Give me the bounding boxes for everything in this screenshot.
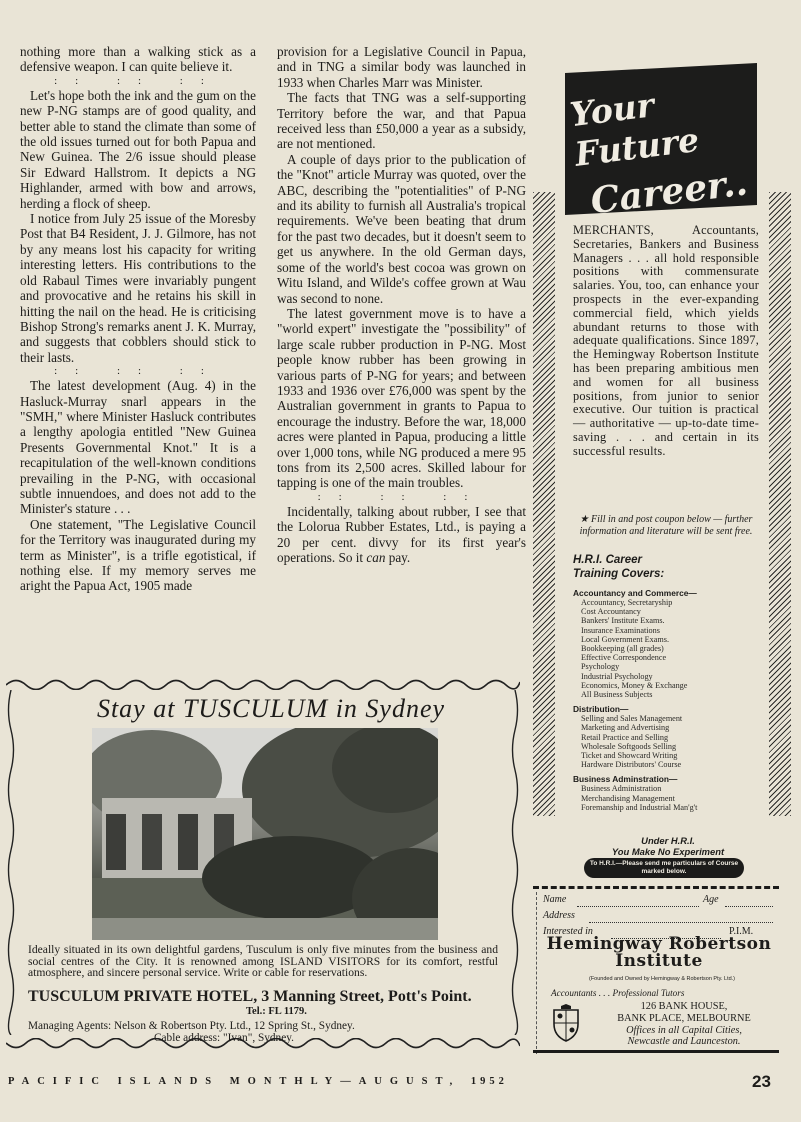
section-separator: :: :: ::	[317, 490, 486, 503]
banner-line: Your Future	[567, 85, 702, 174]
paragraph: The latest government move is to have a "world expert" investigate the "possibility" of large scale rubber production in P-NG. Most people know rubber has been growing in various parts of P-NG for years; and between 1933 and 1936 over £76,000 was spent by the Australian government in grants to Papua to encourage the industry. Before the war, 18,000 acres were planted in Papua, producing a little over 1,000 tons, while NG produced a mere 95 tons from its 2,500 acres. Skilled labour for tapping is one of the main troubles.	[277, 305, 526, 491]
course-item: Effective Correspondence	[581, 653, 667, 663]
name-field[interactable]	[577, 906, 699, 907]
institute-address	[591, 1001, 777, 1048]
course-list	[573, 583, 763, 812]
course-item: Accountancy, Secretaryship	[581, 598, 673, 607]
age-field[interactable]	[725, 906, 773, 907]
course-item: Economics, Money & Exchange	[581, 680, 688, 690]
hotel-telephone: Tel.: FL 1179.	[246, 1006, 307, 1017]
interested-field-label: Interested in	[543, 926, 593, 937]
emphasis-text: can	[366, 550, 386, 565]
name-field-label: Name	[543, 894, 567, 905]
section-separator: :: :: ::	[54, 74, 222, 87]
paragraph: Let's hope both the ink and the gum on the new P-NG stamps are of good quality, and better able to stand the climate than some of the old issues turned out for both Papua and New Guinea. The 2/6 issue should please Sir Edward Hallstrom. It depicts a NG Highlander, armed with bow and arrows, herding a flock of sheep.	[20, 87, 256, 211]
cable-address: Cable address: "Ivan", Sydney.	[154, 1032, 294, 1044]
address-field[interactable]	[589, 922, 773, 923]
heading-line: H.R.I. Career	[573, 554, 643, 566]
address-line: BANK PLACE, MELBOURNE	[617, 1012, 751, 1024]
coupon-instruction: ★ Fill in and post coupon below — further information and literature will be sent free.	[579, 514, 753, 537]
decorative-hatching-right	[769, 192, 791, 816]
institute-tagline: Accountants . . . Professional Tutors	[551, 988, 685, 998]
hotel-name: TUSCULUM PRIVATE HOTEL, 3 Manning Street, Pott's Point.	[28, 988, 472, 1005]
training-heading	[573, 554, 664, 581]
paragraph: I notice from July 25 issue of the Moresby Post that B4 Resident, J. J. Gilmore, has not by any means lost his capacity for writing interesting letters. His contributions to the old Rabaul Times were invariably pungent and provocative and he retains his skill in hitting the nail on the head. He is criticising Bishop Strong's remarks anent J. K. Murray, and suggests that cobblers should stick to their lasts.	[20, 211, 256, 365]
address-line: Offices in all Capital Cities,	[626, 1024, 742, 1036]
enquiry-coupon	[533, 886, 779, 1054]
banner-line: Career..	[588, 161, 750, 223]
address-field-label: Address	[543, 910, 575, 921]
course-section-title: Accountancy and Commerce—	[573, 588, 697, 598]
article-column-left	[20, 44, 256, 594]
coupon-request-label: To H.R.I.—Please send me particulars of Course marked below.	[584, 858, 744, 878]
course-item: All Business Subjects	[581, 690, 653, 700]
career-body-text: MERCHANTS, Accountants, Secretaries, Bankers and Business Managers . . . all hold responsible positions with commensurate salaries. You, too, can enhance your prospects in the ever-expanding commercial field, which yields abundant returns to those with adequate qualifications. Since 1897, the Hemingway Robertson Institute has been preparing ambitious men and women for all business positions, from junior to senior executive. Our tuition is practical — authoritative — up-to-date time-saving . . . and certain in its successful results.	[573, 223, 759, 458]
decorative-hatching-left	[533, 192, 555, 816]
course-item: Wholesale Softgoods Selling	[581, 741, 677, 751]
ad-body-text: Ideally situated in its own delightful gardens, Tusculum is only five minutes from the business and social centres of the City. It is renowned among ISLAND VISITORS for its comfort, restful atmosphere, and sincere personal service. Write or cable for reservations.	[28, 943, 498, 980]
heading-line: Training Covers:	[573, 567, 665, 580]
magazine-title: PACIFIC ISLANDS MONTHLY—AUGUST,	[8, 1076, 461, 1087]
pim-code: P.I.M.	[729, 926, 754, 937]
institute-name-line: Institute	[615, 951, 703, 971]
address-line: Newcastle and Launceston.	[627, 1036, 741, 1048]
crest-icon	[551, 1004, 581, 1042]
text-run: pay.	[385, 550, 411, 565]
paragraph: The facts that TNG was a self-supporting Territory before the war, and that Papua received less than £50,000 a year as a subsidy, are not mentioned.	[277, 90, 526, 152]
cut-line	[533, 886, 779, 889]
paragraph: nothing more than a walking stick as a defensive weapon. I can quite believe it.	[20, 44, 256, 75]
ad-headline: Stay at TUSCULUM in Sydney	[96, 694, 446, 723]
course-item: Selling and Sales Management	[581, 714, 683, 724]
paragraph: One statement, "The Legislative Council for the Territory was inaugurated during my term as Minister", is a trifle egotistical, if nothing else. If my memory serves me aright the Papua Act, 1905 made	[20, 516, 256, 594]
decorative-border-right	[510, 690, 520, 1035]
course-section-title: Distribution—	[573, 704, 629, 715]
page-footer	[8, 1076, 508, 1087]
course-item: Retail Practice and Selling	[581, 732, 669, 742]
coupon-bottom-rule	[533, 1050, 779, 1053]
slogan-line: You Make No Experiment	[611, 846, 725, 857]
course-item: Marketing and Advertising	[581, 723, 670, 733]
paragraph	[277, 504, 526, 566]
course-item: Business Administration	[581, 784, 662, 794]
text-run: Incidentally, talking about rubber, I see that the Lolorua Rubber Estates, Ltd., is paying a 20 per cent. divvy for its first year's operations. So it	[277, 503, 526, 565]
course-item: Cost Accountancy	[581, 607, 641, 617]
hotel-photo	[92, 728, 438, 940]
institute-name-line: Hemingway Robertson	[546, 934, 772, 954]
course-section-title: Business Adminstration—	[573, 774, 678, 785]
slogan	[573, 835, 763, 857]
course-item: Ticket and Showcard Writing	[581, 751, 678, 761]
decorative-border-top	[6, 676, 520, 690]
paragraph: provision for a Legislative Council in Papua, and in TNG a similar body was launched in 1933 when Charles Marr was Minister.	[277, 44, 526, 90]
career-advertisement	[533, 62, 789, 857]
section-separator: :: :: ::	[54, 365, 222, 378]
founded-note: (Founded and Owned by Hemingway & Robertson Pty. Ltd.)	[588, 976, 736, 982]
course-item: Hardware Distributors' Course	[581, 760, 682, 770]
paragraph: A couple of days prior to the publication of the "Knot" article Murray was quoted, over the ABC, describing the "potentialities" of P-NG and its ability to furnish all Australia's tropical requirements. We've been beating that drum for the past two decades, but it doesn't seem to get us anywhere. In the old German days, some of the world's best cocoa was grown on Witu Island, and Wilde's coffee grown at Wau was second to none.	[277, 151, 526, 306]
institute-name	[539, 936, 779, 970]
issue-year: 1952	[470, 1076, 508, 1087]
course-item: Industrial Psychology	[581, 671, 653, 681]
age-field-label: Age	[703, 894, 719, 905]
course-item: Insurance Examinations	[581, 625, 660, 635]
cut-line-vertical	[536, 892, 537, 1054]
course-item: Merchandising Management	[581, 793, 675, 803]
course-item: Foremanship and Industrial Man'g't	[581, 802, 698, 812]
managing-agents: Managing Agents: Nelson & Robertson Pty. Ltd., 12 Spring St., Sydney.	[28, 1020, 355, 1032]
career-banner-title	[568, 74, 762, 223]
article-column-middle	[277, 44, 526, 565]
course-item: Psychology	[581, 662, 620, 672]
page-number: 23	[752, 1072, 771, 1091]
paragraph: The latest development (Aug. 4) in the Hasluck-Murray snarl appears in the "SMH," where Minister Hasluck contributes a lengthy apologia entitled "New Guinea Presents Governmental Knot." It is a recapitulation of the well-known conditions prevailing in the P-NG, with occasional subtle innuendoes, and does not add to the Minister's stature . . .	[20, 378, 256, 517]
course-item: Bankers' Institute Exams.	[581, 616, 665, 626]
decorative-border-left	[6, 690, 16, 1035]
slogan-line: Under H.R.I.	[641, 835, 695, 846]
tusculum-advertisement	[6, 676, 520, 1052]
address-line: 126 BANK HOUSE,	[640, 1001, 728, 1012]
course-item: Bookkeeping (all grades)	[581, 644, 664, 654]
course-item: Local Government Exams.	[581, 634, 669, 644]
